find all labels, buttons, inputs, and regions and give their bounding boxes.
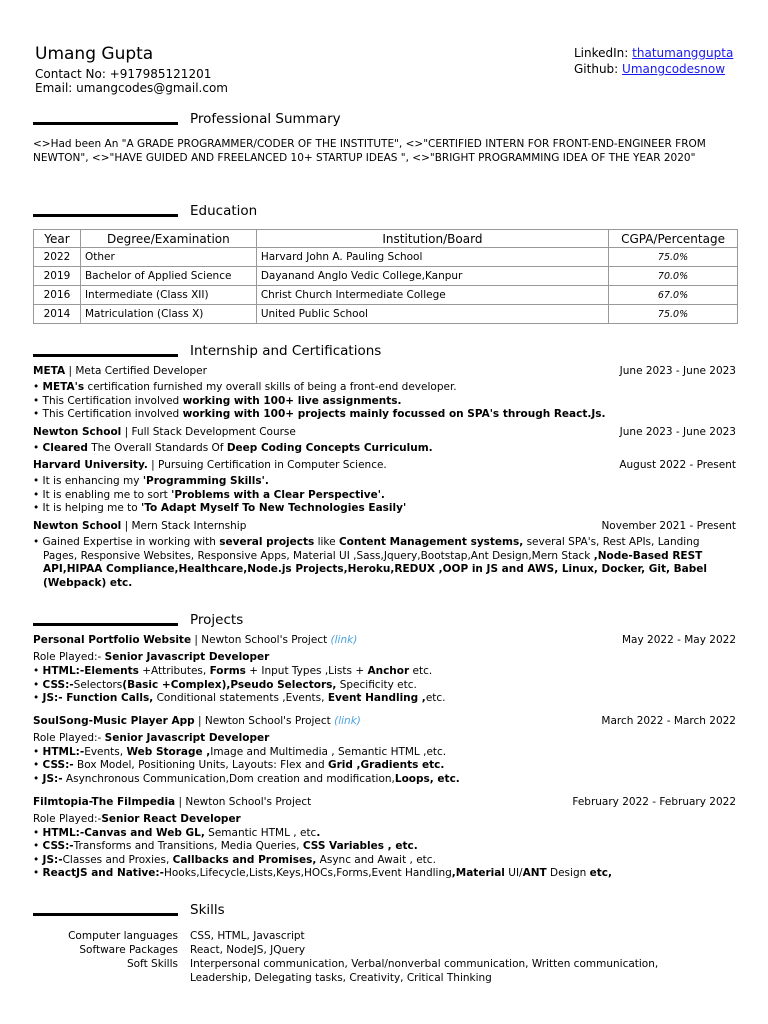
table-header-row bbox=[34, 230, 738, 248]
project-role: Role Played:- Senior Javascript Developer bbox=[33, 732, 270, 744]
section-title: Projects bbox=[190, 612, 244, 628]
project-desc: | Newton School's Project bbox=[194, 715, 335, 727]
project-entry bbox=[33, 796, 736, 810]
entry-desc: | Full Stack Development Course bbox=[121, 426, 296, 438]
header-institution: Institution/Board bbox=[256, 230, 608, 248]
list-item: • JS:-Classes and Proxies, Callbacks and Promises, Async and Await , etc. bbox=[33, 854, 436, 866]
project-name: Filmtopia-The Filmpedia bbox=[33, 796, 176, 808]
internship-entry bbox=[33, 520, 736, 534]
entry-org: Newton School bbox=[33, 520, 122, 532]
skill-label: Soft Skills bbox=[126, 958, 178, 970]
list-item: • Gained Expertise in working with several projects like Content Management systems, several SPA's, Rest APIs, Landing Pages, Responsive Websites, Responsive Apps, Material UI ,Sass,Jquery,Bootstap,Ant Design,Mern Stack ,Node-Based REST API,HIPAA Compliance,Healthcare,Node.js Projects,Heroku,REDUX ,OOP in JS and AWS, Linux, Docker, Git, Babel (Webpack) etc. bbox=[33, 536, 707, 589]
entry-org: Newton School bbox=[33, 426, 122, 438]
education-table bbox=[33, 229, 738, 324]
section-summary bbox=[33, 111, 738, 131]
list-item: • HTML:-Elements +Attributes, Forms + Input Types ,Lists + Anchor etc. bbox=[33, 665, 433, 677]
table-row bbox=[34, 267, 738, 286]
list-item: • HTML:-Events, Web Storage ,Image and Multimedia , Semantic HTML ,etc. bbox=[33, 746, 447, 758]
cell-degree: Intermediate (Class XII) bbox=[80, 286, 256, 305]
internship-entry bbox=[33, 365, 736, 379]
list-item: • META's certification furnished my overall skills of being a front-end developer. bbox=[33, 381, 457, 393]
list-item: • It is enabling me to sort 'Problems with a Clear Perspective'. bbox=[33, 489, 385, 501]
header-degree: Degree/Examination bbox=[80, 230, 256, 248]
section-title: Education bbox=[190, 203, 258, 219]
entry-date: June 2023 - June 2023 bbox=[619, 426, 736, 438]
list-item: • ReactJS and Native:-Hooks,Lifecycle,Lists,Keys,HOCs,Forms,Event Handling,Material UI/ANT Design etc, bbox=[33, 867, 612, 879]
cell-degree: Bachelor of Applied Science bbox=[80, 267, 256, 286]
list-item: • HTML:-Canvas and Web GL, Semantic HTML , etc. bbox=[33, 827, 321, 839]
section-title: Skills bbox=[190, 902, 225, 918]
cell-degree: Other bbox=[80, 248, 256, 267]
project-desc: | Newton School's Project bbox=[191, 634, 331, 646]
list-item: • Cleared The Overall Standards Of Deep Coding Concepts Curriculum. bbox=[33, 442, 433, 454]
cell-institution: United Public School bbox=[256, 305, 608, 324]
project-entry bbox=[33, 715, 736, 729]
project-date: March 2022 - March 2022 bbox=[601, 715, 736, 727]
list-item: • CSS:-Transforms and Transitions, Media Queries, CSS Variables , etc. bbox=[33, 840, 418, 852]
table-row bbox=[34, 305, 738, 324]
project-entry bbox=[33, 634, 736, 648]
skill-label: Software Packages bbox=[79, 944, 178, 956]
entry-desc: | Pursuing Certification in Computer Science. bbox=[147, 459, 387, 471]
list-item: • This Certification involved working with 100+ projects mainly focussed on SPA's through React.Js. bbox=[33, 408, 606, 420]
list-item: • JS:- Asynchronous Communication,Dom creation and modification,Loops, etc. bbox=[33, 773, 460, 785]
project-link[interactable]: (link) bbox=[334, 715, 361, 727]
linkedin-label: LinkedIn: bbox=[574, 46, 629, 60]
header-year: Year bbox=[34, 230, 81, 248]
cell-year: 2016 bbox=[34, 286, 81, 305]
cell-year: 2019 bbox=[34, 267, 81, 286]
cell-institution: Christ Church Intermediate College bbox=[256, 286, 608, 305]
section-rule bbox=[33, 214, 178, 217]
contact-block bbox=[35, 67, 228, 95]
cell-institution: Dayanand Anglo Vedic College,Kanpur bbox=[256, 267, 608, 286]
internship-entry bbox=[33, 459, 736, 473]
section-internships bbox=[33, 343, 738, 363]
project-name: SoulSong-Music Player App bbox=[33, 715, 195, 727]
table-row bbox=[34, 286, 738, 305]
cell-cgpa: 67.0% bbox=[609, 286, 738, 305]
phone-number: Contact No: +917985121201 bbox=[35, 67, 212, 81]
list-item: • This Certification involved working with 100+ live assignments. bbox=[33, 395, 402, 407]
project-role: Role Played:-Senior React Developer bbox=[33, 813, 241, 825]
section-rule bbox=[33, 623, 178, 626]
project-date: February 2022 - February 2022 bbox=[572, 796, 736, 808]
project-desc: | Newton School's Project bbox=[175, 796, 312, 808]
section-rule bbox=[33, 354, 178, 357]
section-education bbox=[33, 203, 738, 223]
entry-date: August 2022 - Present bbox=[619, 459, 736, 471]
entry-date: June 2023 - June 2023 bbox=[619, 365, 736, 377]
list-item: • CSS:-Selectors(Basic +Complex),Pseudo Selectors, Specificity etc. bbox=[33, 679, 417, 691]
email-address: Email: umangcodes@gmail.com bbox=[35, 81, 228, 95]
list-item: • It is helping me to 'To Adapt Myself To New Technologies Easily' bbox=[33, 502, 407, 514]
entry-org: META bbox=[33, 365, 66, 377]
cell-institution: Harvard John A. Pauling School bbox=[256, 248, 608, 267]
cell-cgpa: 75.0% bbox=[609, 305, 738, 324]
github-label: Github: bbox=[574, 62, 619, 76]
project-name: Personal Portfolio Website bbox=[33, 634, 192, 646]
list-item: • CSS:- Box Model, Positioning Units, Layouts: Flex and Grid ,Gradients etc. bbox=[33, 759, 445, 771]
section-rule bbox=[33, 913, 178, 916]
candidate-name: Umang Gupta bbox=[35, 44, 154, 64]
skill-value: CSS, HTML, Javascript bbox=[190, 930, 305, 942]
skill-value: Interpersonal communication, Verbal/nonverbal communication, Written communication, Leadership, Delegating tasks, Creativity, Critical Thinking bbox=[190, 958, 659, 984]
social-links bbox=[574, 45, 733, 77]
table-row bbox=[34, 248, 738, 267]
internship-entry bbox=[33, 426, 736, 440]
cell-cgpa: 75.0% bbox=[609, 248, 738, 267]
entry-date: November 2021 - Present bbox=[601, 520, 736, 532]
cell-cgpa: 70.0% bbox=[609, 267, 738, 286]
skill-label: Computer languages bbox=[68, 930, 178, 942]
project-role: Role Played:- Senior Javascript Developer bbox=[33, 651, 270, 663]
github-link[interactable]: Umangcodesnow bbox=[622, 62, 726, 76]
entry-desc: | Mern Stack Internship bbox=[121, 520, 247, 532]
section-title: Professional Summary bbox=[190, 111, 341, 127]
skill-value: React, NodeJS, JQuery bbox=[190, 944, 306, 956]
entry-desc: | Meta Certified Developer bbox=[65, 365, 207, 377]
list-item: • It is enhancing my 'Programming Skills'. bbox=[33, 475, 269, 487]
project-link[interactable]: (link) bbox=[330, 634, 358, 646]
section-projects bbox=[33, 612, 738, 632]
summary-text: <>Had been An "A GRADE PROGRAMMER/CODER OF THE INSTITUTE", <>"CERTIFIED INTERN FOR FRONT-END-ENGINEER FROM NEWTON", <>"HAVE GUIDED AND FREELANCED 10+ STARTUP IDEAS ", <>"BRIGHT PROGRAMMING IDEA OF THE YEAR 2020" bbox=[33, 138, 706, 164]
linkedin-link[interactable]: thatumanggupta bbox=[632, 46, 734, 60]
section-rule bbox=[33, 122, 178, 125]
section-skills bbox=[33, 902, 738, 922]
header-cgpa: CGPA/Percentage bbox=[609, 230, 738, 248]
cell-year: 2014 bbox=[34, 305, 81, 324]
project-date: May 2022 - May 2022 bbox=[622, 634, 736, 646]
entry-org: Harvard University. bbox=[33, 459, 148, 471]
cell-degree: Matriculation (Class X) bbox=[80, 305, 256, 324]
cell-year: 2022 bbox=[34, 248, 81, 267]
section-title: Internship and Certifications bbox=[190, 343, 382, 359]
list-item: • JS:- Function Calls, Conditional statements ,Events, Event Handling ,etc. bbox=[33, 692, 446, 704]
